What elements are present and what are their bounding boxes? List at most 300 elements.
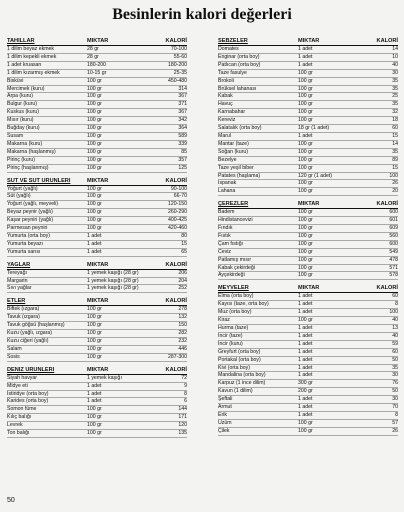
amount: 100 gr [87, 140, 102, 147]
amount: 1 adet [298, 46, 313, 52]
page-number: 50 [7, 497, 15, 504]
amount-header: MİKTAR [87, 38, 109, 44]
amount: 1 adet [87, 240, 102, 247]
amount: 100 gr [298, 117, 313, 124]
amount: 18 gr (1 adet) [298, 125, 330, 132]
amount: 1 adet [298, 356, 313, 363]
table-row [218, 188, 398, 196]
calorie-header: KALORİ [165, 38, 187, 44]
table-row [7, 209, 187, 217]
calories: 50 [392, 388, 398, 395]
food-name: Ayçekirdeği [218, 272, 245, 279]
food-name: Midye eti [7, 382, 28, 389]
calories: 40 [392, 317, 398, 324]
table-row [7, 165, 187, 173]
section-header [7, 298, 187, 306]
section-title: ETLER [7, 298, 26, 305]
calorie-header: KALORİ [165, 177, 187, 184]
calories: 70 [392, 404, 398, 411]
table-row [7, 330, 187, 338]
food-name: Erik [218, 411, 227, 418]
food-name: Somon füme [7, 406, 37, 413]
food-name: Kabak çekirdeği [218, 264, 255, 271]
table-row [7, 157, 187, 165]
calories: 55-60 [173, 53, 187, 60]
amount: 100 gr [87, 93, 102, 100]
table-row [218, 293, 398, 301]
section-header [218, 285, 398, 293]
table-row [7, 375, 187, 383]
food-name: Kaşar peyniri (yağlı) [7, 217, 54, 224]
calories: 8 [184, 390, 187, 397]
food-name: Yoğurt (yağlı) [7, 185, 38, 192]
amount: 200 gr [298, 388, 313, 395]
table-row [218, 173, 398, 181]
table-row [218, 225, 398, 233]
calories: 132 [178, 314, 187, 321]
food-name: Karnabahar [218, 109, 246, 116]
amount: 1 adet [298, 404, 313, 411]
table-row [218, 372, 398, 380]
table-row [218, 349, 398, 357]
calories: 206 [178, 269, 187, 276]
food-name: 1 dilim beyaz ekmek [7, 46, 54, 52]
amount: 100 gr [87, 338, 102, 344]
table-row [218, 62, 398, 70]
food-section [218, 285, 398, 435]
amount: 1 adet [298, 325, 313, 331]
section-header [7, 262, 187, 270]
table-row [7, 314, 187, 322]
calories: 30 [392, 69, 398, 76]
calories: 120 [178, 422, 187, 429]
food-name: Ton balığı [7, 430, 30, 437]
table-row [218, 309, 398, 317]
calories: 60 [392, 125, 398, 132]
calories: 478 [389, 256, 398, 263]
calories: 26 [392, 180, 398, 187]
food-name: Kuzu (yağlı, ızgara) [7, 330, 52, 337]
food-name: Çilek [218, 427, 230, 434]
food-name: Yumurta beyazı [7, 240, 44, 247]
calories: 232 [178, 338, 187, 344]
food-name: Karpuz (1 ince dilim) [218, 380, 266, 387]
food-name: Hurma (taze) [218, 325, 249, 331]
table-row [218, 272, 398, 280]
amount: 120 gr (1 adet) [298, 172, 333, 179]
amount: 300 gr [298, 380, 313, 387]
amount: 1 adet [298, 301, 313, 308]
amount: 100 gr [87, 330, 102, 337]
table-row [7, 86, 187, 94]
food-name: Elma (orta boy) [218, 293, 254, 300]
calories: 560 [389, 232, 398, 239]
table-row [218, 233, 398, 241]
calories: 35 [392, 77, 398, 84]
table-row [218, 165, 398, 173]
calorie-header: KALORİ [165, 261, 187, 268]
food-name: 1 adet kruasan [7, 61, 42, 68]
food-name: Sıvı yağlar [7, 285, 32, 292]
food-name: İncir (taze) [218, 332, 243, 339]
calories: 609 [389, 225, 398, 232]
food-name: Mercimek (kuru) [7, 85, 45, 92]
amount-header: MİKTAR [87, 177, 109, 184]
food-name: Kavun (1 dilim) [218, 388, 253, 395]
amount: 1 adet [298, 309, 313, 316]
amount: 100 gr [298, 140, 313, 147]
amount: 100 gr [87, 209, 102, 216]
table-row [7, 354, 187, 362]
calories: 357 [178, 156, 187, 163]
table-row [7, 398, 187, 406]
food-name: Taze yeşil biber [218, 164, 254, 171]
amount: 100 gr [298, 109, 313, 116]
amount: 100 gr [87, 306, 102, 313]
food-name: Kayısı (taze, orta boy) [218, 301, 269, 308]
food-name: Pirinç (kuru) [7, 156, 35, 163]
table-row [218, 396, 398, 404]
amount: 180-200 [87, 61, 107, 68]
table-row [7, 406, 187, 414]
table-row [7, 54, 187, 62]
table-row [7, 306, 187, 314]
food-name: Makarna (kuru) [7, 140, 43, 147]
table-row [218, 333, 398, 341]
calories: 10 [392, 53, 398, 60]
calories: 400-425 [167, 217, 187, 224]
food-name: Kuzu ciğeri (yağlı) [7, 338, 49, 344]
calories: 150 [178, 322, 187, 329]
table-row [218, 78, 398, 86]
table-row [7, 70, 187, 78]
amount: 100 gr [87, 101, 102, 108]
food-section [218, 201, 398, 280]
table-row [7, 391, 187, 399]
calorie-header: KALORİ [376, 201, 398, 208]
amount: 100 gr [87, 77, 102, 84]
food-name: Tavuk göğsü (haşlanmış) [7, 322, 65, 329]
calories: 35 [392, 85, 398, 92]
calories: 364 [178, 125, 187, 132]
calories: 420-460 [167, 225, 187, 232]
table-row [7, 133, 187, 141]
table-row [7, 101, 187, 109]
food-name: 1 dilim kepekli ekmek [7, 53, 57, 60]
amount: 28 gr [87, 53, 99, 60]
table-row [218, 125, 398, 133]
calories: 601 [389, 217, 398, 224]
food-section [7, 262, 187, 294]
table-row [218, 428, 398, 436]
table-row [218, 157, 398, 165]
table-row [7, 285, 187, 293]
table-row [218, 117, 398, 125]
amount: 100 gr [298, 317, 313, 324]
food-name: Brüksel lahanası [218, 85, 257, 92]
amount: 100 gr [298, 240, 313, 247]
food-name: Patates (haşlama) [218, 172, 261, 179]
table-row [7, 338, 187, 346]
food-name: Hindistancevizi [218, 217, 253, 224]
food-name: Makarna (haşlanmış) [7, 148, 56, 155]
amount: 100 gr [87, 422, 102, 429]
amount: 100 gr [87, 148, 102, 155]
food-name: Salatalık (orta boy) [218, 125, 262, 132]
table-row [218, 388, 398, 396]
table-row [7, 249, 187, 257]
amount: 100 gr [87, 85, 102, 92]
table-row [218, 412, 398, 420]
food-name: İncir (kuru) [218, 340, 243, 347]
calories: 367 [178, 93, 187, 100]
amount: 100 gr [298, 101, 313, 108]
amount: 100 gr [298, 85, 313, 92]
calories: 40 [392, 332, 398, 339]
amount: 1 adet [87, 398, 102, 405]
amount: 100 gr [87, 322, 102, 329]
amount: 100 gr [298, 217, 313, 224]
table-row [7, 186, 187, 194]
amount: 100 gr [298, 248, 313, 255]
section-title: SEBZELER [218, 38, 248, 44]
food-name: İstiridye (orta boy) [7, 390, 49, 397]
food-name: Susam [7, 132, 24, 139]
table-row [218, 141, 398, 149]
food-name: Pirinç (haşlanmış) [7, 164, 49, 171]
table-row [218, 46, 398, 54]
food-name: Kereviz [218, 117, 236, 124]
amount: 100 gr [298, 272, 313, 279]
calories: 32 [392, 109, 398, 116]
amount: 1 adet [87, 232, 102, 239]
calories: 282 [178, 330, 187, 337]
amount: 100 gr [298, 209, 313, 216]
table-row [7, 270, 187, 278]
calories: 314 [178, 85, 187, 92]
food-name: Yumurta (orta boy) [7, 232, 50, 239]
table-row [7, 278, 187, 286]
calories: 66-70 [173, 193, 187, 200]
table-row [218, 180, 398, 188]
calories: 30 [392, 396, 398, 403]
food-name: Portakal (orta boy) [218, 356, 261, 363]
amount: 10-15 gr [87, 69, 107, 76]
section-header [7, 38, 187, 46]
food-name: Marul [218, 132, 231, 139]
food-section [7, 38, 187, 173]
calories: 9 [184, 382, 187, 389]
amount: 100 gr [298, 69, 313, 76]
table-row [7, 78, 187, 86]
table-row [7, 346, 187, 354]
food-section [7, 178, 187, 257]
amount: 1 yemek kaşığı (28 gr) [87, 285, 139, 292]
food-name: Bisküvi [7, 77, 24, 84]
table-row [218, 380, 398, 388]
table-row [7, 217, 187, 225]
amount-header: MİKTAR [298, 201, 320, 208]
amount: 1 adet [298, 396, 313, 403]
section-header [7, 178, 187, 186]
table-row [7, 430, 187, 438]
amount-header: MİKTAR [87, 261, 109, 268]
calories: 25 [392, 93, 398, 100]
amount: 100 gr [87, 225, 102, 232]
amount: 100 gr [298, 180, 313, 187]
amount: 1 adet [298, 364, 313, 371]
table-row [218, 93, 398, 101]
calories: 600 [389, 240, 398, 247]
food-name: Havuç [218, 101, 233, 108]
calories: 589 [178, 132, 187, 139]
food-name: Mısır (kuru) [7, 117, 34, 124]
amount: 100 gr [87, 414, 102, 421]
food-name: Margarin [7, 277, 28, 284]
amount: 100 gr [87, 193, 102, 200]
calories: 8 [395, 301, 398, 308]
amount: 100 gr [298, 256, 313, 263]
calorie-header: KALORİ [165, 366, 187, 373]
calories: 14 [392, 46, 398, 52]
table-row [218, 420, 398, 428]
amount: 100 gr [87, 109, 102, 116]
food-name: Kılıç balığı [7, 414, 32, 421]
table-row [7, 241, 187, 249]
food-name: Badem [218, 209, 235, 216]
amount: 100 gr [87, 217, 102, 224]
calories: 59 [392, 340, 398, 347]
amount: 1 adet [87, 382, 102, 389]
amount-header: MİKTAR [298, 38, 320, 44]
calorie-header: KALORİ [376, 285, 398, 292]
calories: 180-200 [167, 61, 187, 68]
amount: 1 adet [298, 372, 313, 379]
food-name: Armut [218, 404, 232, 411]
amount: 100 gr [87, 125, 102, 132]
calories: 65 [181, 248, 187, 255]
calories: 125 [178, 164, 187, 171]
table-row [7, 383, 187, 391]
food-name: Bulgur (kuru) [7, 101, 37, 108]
calories: 72 [181, 374, 187, 381]
table-row [7, 322, 187, 330]
calories: 14 [392, 140, 398, 147]
table-row [218, 249, 398, 257]
table-row [218, 257, 398, 265]
food-name: Brokoli [218, 77, 234, 84]
amount-header: MİKTAR [87, 298, 109, 305]
amount: 100 gr [87, 132, 102, 139]
food-section [7, 298, 187, 361]
table-row [218, 86, 398, 94]
amount: 100 gr [87, 353, 102, 360]
amount: 1 adet [298, 411, 313, 418]
section-title: DENİZ ÜRÜNLERİ [7, 366, 55, 373]
calories: 60 [392, 293, 398, 300]
section-header [218, 38, 398, 46]
calories: 371 [178, 101, 187, 108]
amount: 100 gr [298, 148, 313, 155]
food-name: Levrek [7, 422, 23, 429]
calories: 13 [392, 325, 398, 331]
amount: 1 yemek kaşığı [87, 374, 122, 381]
food-name: Kabak [218, 93, 233, 100]
food-name: Greyfurt (orta boy) [218, 348, 261, 355]
amount: 100 gr [87, 117, 102, 124]
table-row [218, 217, 398, 225]
section-header [7, 367, 187, 375]
amount: 100 gr [87, 201, 102, 208]
calories: 204 [178, 277, 187, 284]
amount: 1 adet [298, 332, 313, 339]
calories: 100 [389, 172, 398, 179]
amount: 100 gr [298, 264, 313, 271]
section-title: SÜT VE SÜT ÜRÜNLERİ [7, 177, 71, 184]
calories: 20 [392, 188, 398, 195]
calories: 571 [389, 264, 398, 271]
table-row [7, 125, 187, 133]
table-row [218, 357, 398, 365]
food-name: Ispanak [218, 180, 237, 187]
page-title: Besinlerin kalori değerleri [112, 6, 292, 23]
table-row [218, 404, 398, 412]
table-row [218, 325, 398, 333]
calories: 70-100 [170, 46, 187, 52]
food-name: Beyaz peynir (yağlı) [7, 209, 53, 216]
calories: 35 [392, 364, 398, 371]
food-name: Kuskus (kuru) [7, 109, 39, 116]
food-name: Biftek (ızgara) [7, 306, 40, 313]
food-name: Taze fasulye [218, 69, 247, 76]
table-row [7, 193, 187, 201]
amount: 1 yemek kaşığı (28 gr) [87, 269, 139, 276]
food-name: Tavuk (ızgara) [7, 314, 40, 321]
food-name: Süt (yağlı) [7, 193, 31, 200]
table-row [218, 109, 398, 117]
table-row [7, 46, 187, 54]
food-name: Salam [7, 345, 22, 352]
amount: 1 adet [298, 53, 313, 60]
calories: 15 [392, 164, 398, 171]
calories: 367 [178, 109, 187, 116]
calories: 30 [392, 372, 398, 379]
table-row [7, 414, 187, 422]
calories: 8 [395, 411, 398, 418]
amount: 100 gr [87, 430, 102, 437]
table-row [7, 109, 187, 117]
table-row [7, 93, 187, 101]
section-header [218, 201, 398, 209]
food-name: Kiraz [218, 317, 230, 324]
calories: 135 [178, 430, 187, 437]
calorie-header: KALORİ [165, 298, 187, 305]
food-name: Ceviz [218, 248, 231, 255]
food-name: Kivi (orta boy) [218, 364, 250, 371]
amount: 1 adet [87, 248, 102, 255]
food-name: Fıstık [218, 232, 231, 239]
amount: 100 gr [298, 427, 313, 434]
amount: 100 gr [298, 93, 313, 100]
table-row [218, 133, 398, 141]
food-name: Arpa (kuru) [7, 93, 33, 100]
table-row [218, 365, 398, 373]
calories: 15 [392, 132, 398, 139]
table-row [7, 225, 187, 233]
section-title: ÇEREZLER [218, 201, 249, 208]
left-column [7, 38, 187, 443]
food-name: Çam fıstığı [218, 240, 244, 247]
